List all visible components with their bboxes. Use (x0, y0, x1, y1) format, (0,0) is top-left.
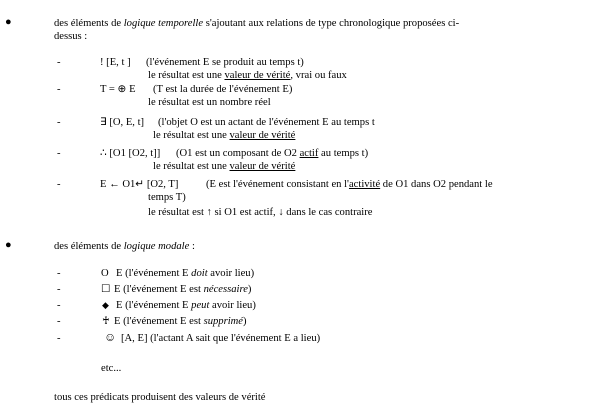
text: ) (247, 284, 252, 295)
dash-marker: - (57, 333, 61, 344)
temporal-item-result (153, 129, 295, 142)
dash-marker: - (57, 284, 61, 295)
cross-icon: ♰ (102, 316, 110, 327)
footer-text: tous ces prédicats produisent des valeurs de vérité (54, 392, 266, 403)
text: ) (243, 316, 247, 327)
arrow-down-icon: ↓ (278, 207, 284, 218)
text: au temps t) (318, 148, 369, 159)
bullet-modal: ● (5, 239, 12, 251)
text: le résultat est une (153, 130, 230, 141)
text: des éléments de (54, 18, 124, 29)
dash-marker: - (57, 84, 61, 95)
temporal-item-result (148, 206, 372, 219)
text: [A, E] (l'actant A sait que l'événement E a lieu) (121, 333, 321, 344)
temporal-item-symbol: T = ⊕ E (100, 84, 136, 95)
temporal-item-desc (176, 147, 368, 160)
diamond-icon: ◆ (102, 300, 109, 310)
modal-intro (54, 240, 195, 253)
dash-marker: - (57, 316, 61, 327)
temporal-item-desc: (l'événement E se produit au temps t) (146, 57, 304, 68)
text: dans le cas contraire (283, 207, 373, 218)
dash-marker: - (57, 148, 61, 159)
text: avoir lieu) (209, 300, 256, 311)
temporal-item-desc-cont: temps T) (148, 192, 186, 203)
text: : (189, 241, 195, 252)
arrow-up-icon: ↑ (206, 207, 212, 218)
text: E (l'événement E (116, 300, 192, 311)
temporal-item-desc: (T est la durée de l'événement E) (153, 84, 293, 95)
dash-marker: - (57, 179, 61, 190)
text: (E est l'événement consistant en l' (206, 179, 349, 190)
emphasis-text: nécessaire (203, 284, 248, 295)
dash-marker: - (57, 300, 61, 311)
underlined-text: actif (299, 148, 319, 159)
etc-text: etc... (101, 363, 122, 374)
must-icon: O (101, 268, 109, 279)
temporal-item-desc (206, 178, 493, 191)
text: , vrai ou faux (290, 70, 347, 81)
underlined-text: valeur de vérité (224, 70, 291, 81)
temporal-item-symbol: E ← O1↵ [O2, T] (100, 179, 179, 190)
text: le résultat est un nombre réel (148, 97, 271, 108)
temporal-item-symbol: ! [E, t ] (100, 57, 131, 68)
text: si O1 est actif, (211, 207, 279, 218)
text: (O1 est un composant de O2 (176, 148, 300, 159)
dash-marker: - (57, 117, 61, 128)
temporal-item-result (153, 160, 295, 173)
dash-marker: - (57, 57, 61, 68)
underlined-text: activité (348, 179, 381, 190)
temporal-intro-line2: dessus : (54, 31, 88, 42)
modal-item-desc (116, 299, 256, 312)
text: le résultat est une (153, 161, 230, 172)
emphasis-text: peut (191, 300, 210, 311)
text: E (l'événement E est (114, 316, 204, 327)
emphasis-text: logique modale (123, 241, 190, 252)
bullet-temporal: ● (5, 16, 12, 28)
text: s'ajoutant aux relations de type chronologique proposées ci- (203, 18, 460, 29)
modal-item-desc (116, 267, 254, 280)
emphasis-text: logique temporelle (123, 18, 204, 29)
text: avoir lieu) (207, 268, 255, 279)
text: E (l'événement E (116, 268, 192, 279)
text: E (l'événement E est (114, 284, 204, 295)
temporal-item-symbol: ∴ [O1 [O2, t]] (100, 148, 161, 159)
modal-item-desc (121, 332, 320, 345)
modal-item-desc (114, 283, 251, 296)
modal-item-desc (114, 315, 247, 328)
temporal-item-result (148, 96, 271, 109)
emphasis-text: supprimé (203, 316, 244, 327)
temporal-item-desc: (l'objet O est un actant de l'événement E au temps t (158, 117, 375, 128)
text: de O1 dans O2 pendant le (380, 179, 493, 190)
text: le résultat est (148, 207, 207, 218)
smiley-icon: ☺ (104, 330, 117, 344)
temporal-item-result (148, 69, 347, 82)
square-icon: ☐ (101, 284, 111, 295)
temporal-intro-line1 (54, 17, 459, 30)
text: le résultat est une (148, 70, 225, 81)
underlined-text: valeur de vérité (229, 161, 296, 172)
emphasis-text: doit (191, 268, 208, 279)
dash-marker: - (57, 268, 61, 279)
temporal-item-symbol: ∃ [O, E, t] (100, 117, 145, 128)
text: des éléments de (54, 241, 124, 252)
underlined-text: valeur de vérité (229, 130, 296, 141)
